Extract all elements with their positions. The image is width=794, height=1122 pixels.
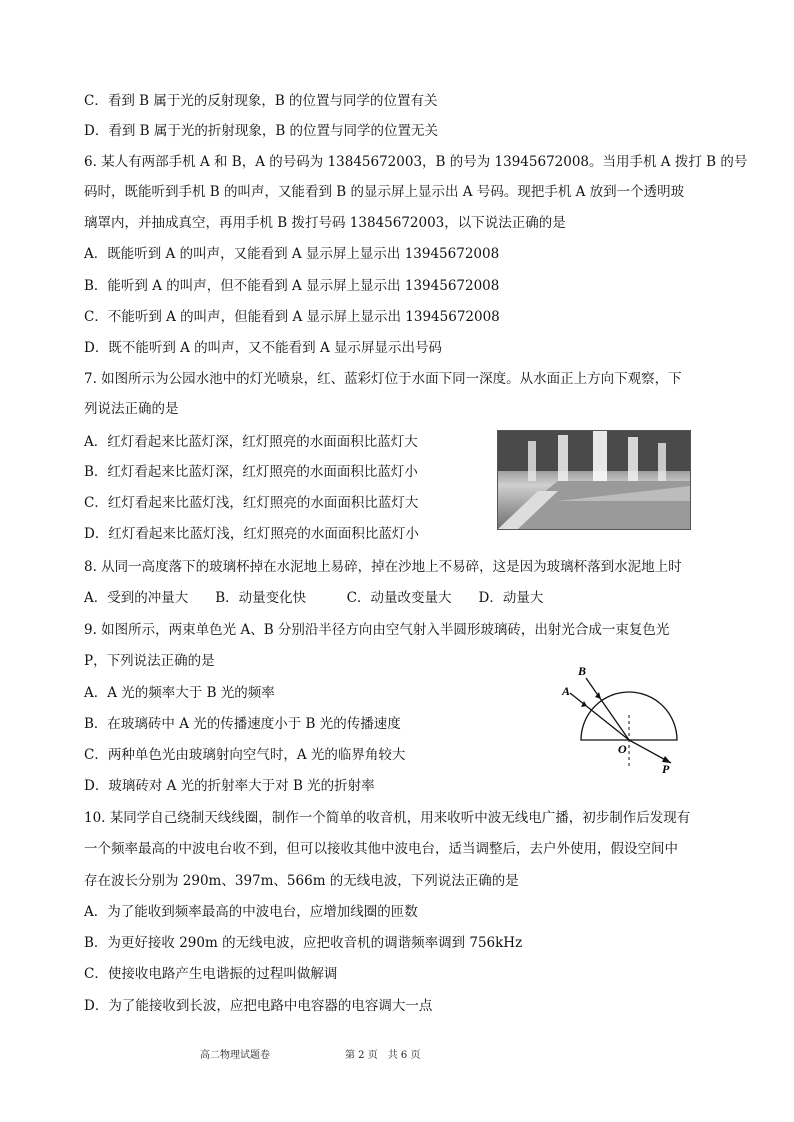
text-line-q10a: A．为了能收到频率最高的中波电台，应增加线圈的匝数	[84, 904, 418, 920]
label-a: A	[562, 684, 571, 698]
semicircle-glass-diagram	[556, 655, 686, 779]
text-line-q7_1: 7. 如图所示为公园水池中的灯光喷泉，红、蓝彩灯位于水面下同一深度。从水面正上方向下观察，下	[84, 371, 682, 387]
text-line-q9a: A．A 光的频率大于 B 光的频率	[84, 685, 275, 701]
text-line-q6_1: 6. 某人有两部手机 A 和 B，A 的号码为 13845672003，B 的号为 13945672008。当用手机 A 拨打 B 的号	[84, 154, 748, 170]
text-line-q10_2: 一个频率最高的中波电台收不到，但可以接收其他中波电台，适当调整后，去户外使用，假设空间中	[84, 841, 678, 857]
text-line-q9_2: P，下列说法正确的是	[84, 653, 215, 669]
text-line-q10d: D．为了能接收到长波，应把电路中电容器的电容调大一点	[84, 998, 433, 1014]
footer-page-number: 第 2 页 共 6 页	[345, 1050, 421, 1061]
text-line-q7c: C．红灯看起来比蓝灯浅，红灯照亮的水面面积比蓝灯大	[84, 495, 419, 511]
text-line-q8_1: 8. 从同一高度落下的玻璃杯掉在水泥地上易碎，掉在沙地上不易碎，这是因为玻璃杯落到水泥地上时	[84, 559, 682, 575]
text-line-q10_3: 存在波长分别为 290m、397m、566m 的无线电波，下列说法正确的是	[84, 873, 519, 889]
text-line-q5d: D．看到 B 属于光的折射现象，B 的位置与同学的位置无关	[84, 123, 439, 139]
text-line-q6c: C．不能听到 A 的叫声，但能看到 A 显示屏上显示出 13945672008	[84, 309, 500, 325]
text-line-q10_1: 10. 某同学自己绕制天线线圈，制作一个简单的收音机，用来收听中波无线电广播，初步制作后发现有	[84, 810, 691, 826]
text-line-q6_3: 璃罩内，并抽成真空，再用手机 B 拨打号码 13845672003，以下说法正确的是	[84, 215, 566, 231]
text-line-q10c: C．使接收电路产生电谐振的过程叫做解调	[84, 966, 338, 982]
text-line-q7b: B．红灯看起来比蓝灯深，红灯照亮的水面面积比蓝灯小	[84, 464, 418, 480]
text-line-q9d: D．玻璃砖对 A 光的折射率大于对 B 光的折射率	[84, 778, 375, 794]
text-line-q6a: A．既能听到 A 的叫声，又能看到 A 显示屏上显示出 13945672008	[84, 246, 500, 262]
text-line-q9c: C．两种单色光由玻璃射向空气时，A 光的临界角较大	[84, 747, 406, 763]
text-line-q5c: C．看到 B 属于光的反射现象，B 的位置与同学的位置有关	[84, 93, 438, 109]
text-line-q10b: B．为更好接收 290m 的无线电波，应把收音机的调谐频率调到 756kHz	[84, 935, 523, 951]
text-line-q7a: A．红灯看起来比蓝灯深，红灯照亮的水面面积比蓝灯大	[84, 434, 418, 450]
text-line-q7d: D．红灯看起来比蓝灯浅，红灯照亮的水面面积比蓝灯小	[84, 526, 419, 542]
text-line-q6_2: 码时，既能听到手机 B 的叫声，又能看到 B 的显示屏上显示出 A 号码。现把手机 A 放到一个透明玻	[84, 184, 685, 200]
text-line-q9b: B．在玻璃砖中 A 光的传播速度小于 B 光的传播速度	[84, 716, 401, 732]
label-b: B	[578, 664, 587, 678]
text-line-q6d: D．既不能听到 A 的叫声，又不能看到 A 显示屏显示出号码	[84, 340, 442, 356]
fountain-photo	[497, 430, 691, 530]
footer-subject: 高二物理试题卷	[200, 1050, 270, 1061]
text-line-q7_2: 列说法正确的是	[84, 401, 179, 417]
label-o: O	[618, 742, 627, 756]
text-line-q8_opts: A．受到的冲量大 B．动量变化快 C．动量改变量大 D．动量大	[84, 590, 544, 606]
text-line-q9_1: 9. 如图所示，两束单色光 A、B 分别沿半径方向由空气射入半圆形玻璃砖，出射光合成一束复色光	[84, 622, 670, 638]
text-line-q6b: B．能听到 A 的叫声，但不能看到 A 显示屏上显示出 13945672008	[84, 278, 500, 294]
label-p: P	[662, 762, 670, 775]
